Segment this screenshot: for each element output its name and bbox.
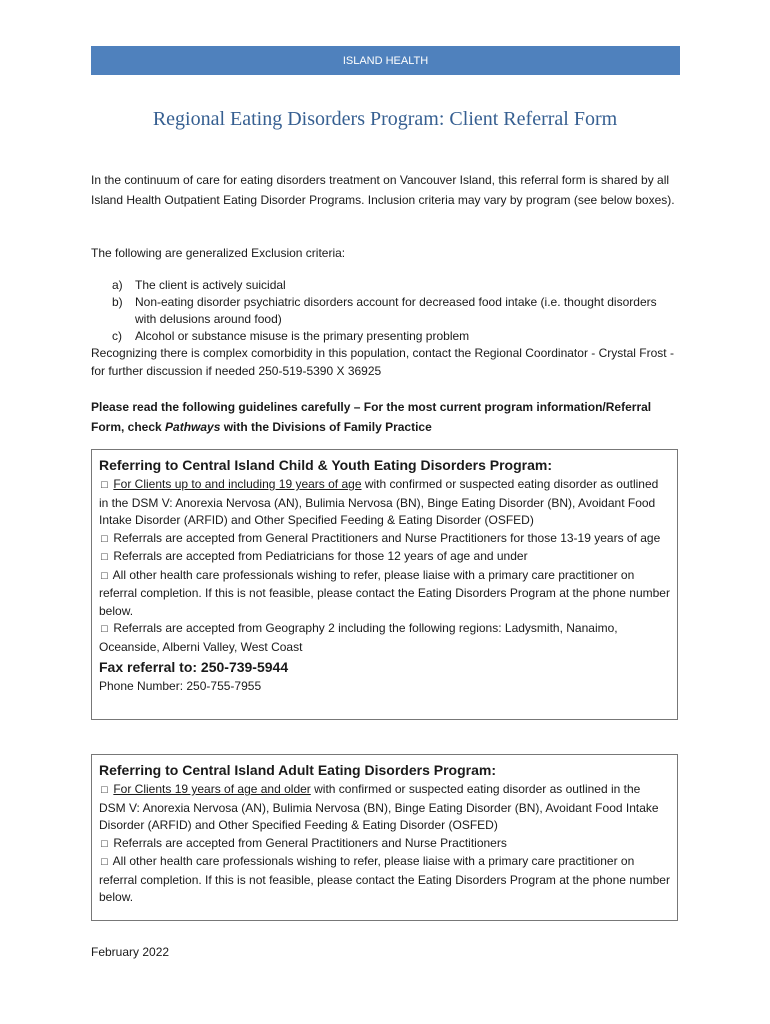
checkbox-icon[interactable]: □ [101, 623, 108, 635]
child-item-text: Referrals are accepted from Pediatricians for those 12 years of age and under [113, 549, 528, 563]
child-item-pediatricians [99, 548, 670, 567]
list-item-text: Alcohol or substance misuse is the primary presenting problem [135, 329, 470, 343]
list-item [91, 328, 681, 345]
coordinator-note: Recognizing there is complex comorbidity in this population, contact the Regional Coordinator - Crystal Frost - for further discussion if needed 250-519-5390 X 36925 [91, 346, 674, 378]
guidelines-text-after: with the Divisions of Family Practice [220, 420, 432, 434]
header-banner [91, 46, 680, 75]
adult-criteria-rest: with confirmed or suspected eating disorder as outlined in the DSM V: Anorexia Nervosa (AN), Bulimia Nervosa (BN), Binge Eating Disorder (BN), Avoidant Food Intake Disorder (ARFID) and Other Specified Feeding & Eating Disorder (OSFED) [99, 782, 659, 832]
exclusion-list [91, 277, 681, 345]
list-item-text: Non-eating disorder psychiatric disorders account for decreased food intake (i.e. thought disorders with delusions around food) [135, 295, 657, 326]
adult-item-other-professionals [99, 853, 670, 907]
footer-date: February 2022 [91, 945, 170, 959]
adult-criteria-age: For Clients 19 years of age and older [113, 782, 311, 796]
child-item-gp [99, 530, 670, 549]
child-phone-number: Phone Number: 250-755-7955 [99, 679, 262, 693]
child-item-text: Referrals are accepted from General Practitioners and Nurse Practitioners for those 13-19 years of age [113, 530, 661, 545]
pathways-link-text: Pathways [165, 420, 221, 434]
child-item-text: All other health care professionals wishing to refer, please liaise with a primary care practitioner on referral completion. If this is not feasible, please contact the Eating Disorders Program at the phone number below. [99, 567, 670, 618]
child-fax-number: Fax referral to: 250-739-5944 [99, 659, 289, 675]
guidelines-note [91, 397, 681, 437]
child-criteria-rest: with confirmed or suspected eating disorder as outlined in the DSM V: Anorexia Nervosa (AN), Bulimia Nervosa (BN), Binge Eating Disorder (BN), Avoidant Food Intake Disorder (ARFID) and Other Specified Feeding & Eating Disorder (OSFED) [99, 477, 659, 527]
adult-item-text: Referrals are accepted from General Practitioners and Nurse Practitioners [113, 835, 507, 850]
list-marker: c) [112, 329, 122, 343]
intro-paragraph: In the continuum of care for eating disorders treatment on Vancouver Island, this referral form is shared by all Island Health Outpatient Eating Disorder Programs. Inclusion criteria may vary by program (see below boxes). [91, 173, 675, 207]
checkbox-icon[interactable]: □ [101, 569, 108, 582]
list-marker: b) [112, 295, 123, 309]
adult-item-text: All other health care professionals wishing to refer, please liaise with a primary care practitioner on referral completion. If this is not feasible, please contact the Eating Disorders Program at the phone number below. [99, 854, 670, 904]
adult-program-heading: Referring to Central Island Adult Eating Disorders Program: [99, 762, 496, 778]
page-title: Regional Eating Disorders Program: Client Referral Form [152, 108, 618, 130]
list-item-text: The client is actively suicidal [135, 278, 286, 292]
child-item-text: Referrals are accepted from Geography 2 including the following regions: Ladysmith, Nanaimo, Oceanside, Alberni Valley, West Coast [99, 621, 618, 654]
child-item-geography [99, 620, 670, 656]
child-criteria-age: For Clients up to and including 19 years of age [113, 477, 362, 491]
checkbox-icon[interactable]: □ [101, 532, 108, 545]
adult-program-box [91, 754, 678, 921]
checkbox-icon[interactable]: □ [101, 479, 108, 491]
adult-item-gp [99, 835, 670, 854]
list-item [91, 277, 681, 294]
guidelines-text-before: Please read the following guidelines carefully – For the most current program information/Referral Form, check [91, 400, 652, 434]
list-marker: a) [112, 278, 123, 292]
checkbox-icon[interactable]: □ [101, 551, 108, 563]
banner-text: ISLAND HEALTH [342, 54, 429, 67]
child-criteria [99, 476, 670, 530]
checkbox-icon[interactable]: □ [101, 837, 108, 850]
adult-criteria [99, 781, 670, 835]
child-item-other-professionals [99, 567, 670, 621]
list-item [91, 294, 681, 328]
exclusion-heading: The following are generalized Exclusion criteria: [91, 246, 346, 260]
child-youth-program-box [91, 449, 678, 720]
checkbox-icon[interactable]: □ [101, 856, 108, 868]
child-program-heading: Referring to Central Island Child & Youth Eating Disorders Program: [99, 457, 552, 473]
checkbox-icon[interactable]: □ [101, 784, 108, 796]
